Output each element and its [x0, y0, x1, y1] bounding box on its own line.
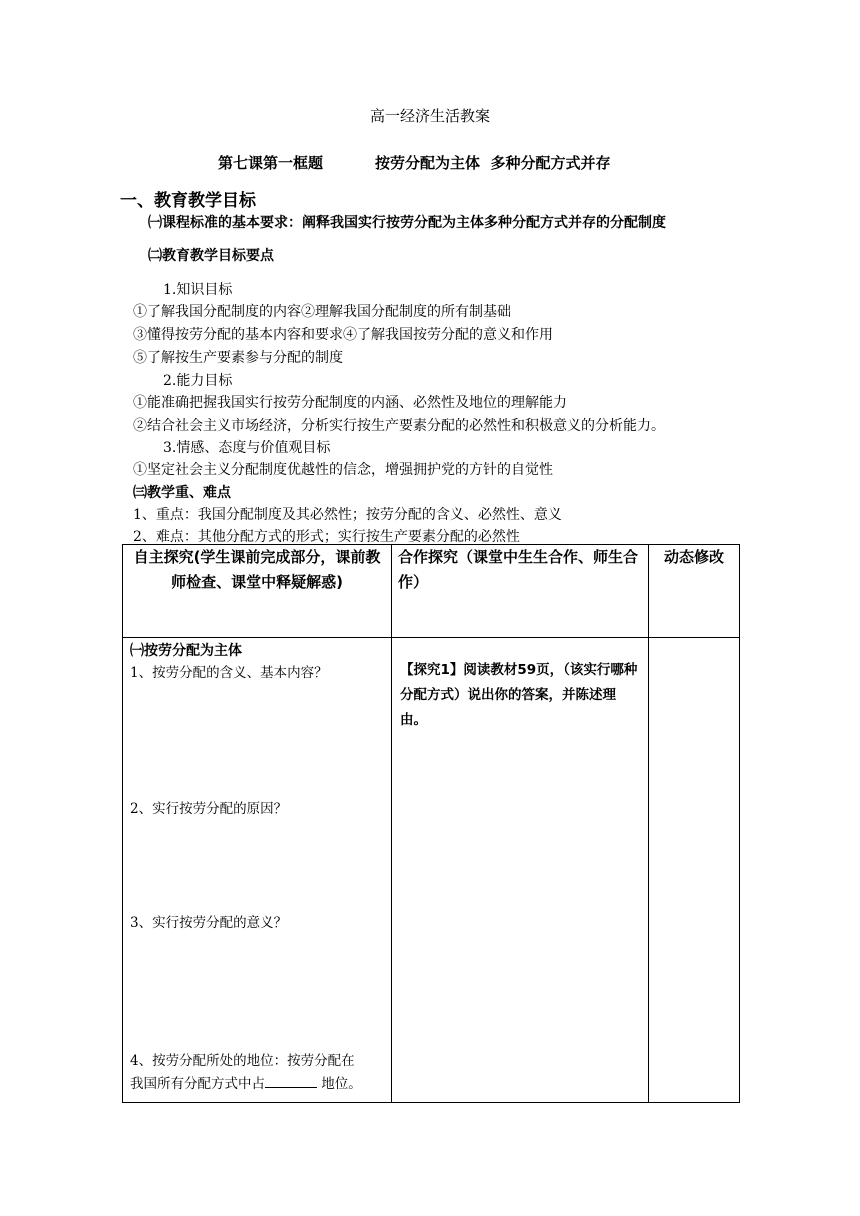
curriculum-requirement: [148, 212, 666, 232]
header-cooperative-inquiry: 合作探究（课堂中生生合作、师生合作）: [398, 548, 639, 591]
knowledge-item-2: ③懂得按劳分配的基本内容和要求④了解我国按劳分配的意义和作用: [133, 327, 553, 343]
section-labor-distribution: ㈠按劳分配为主体: [130, 643, 242, 659]
emotion-item-1: ①坚定社会主义分配制度优越性的信念，增强拥护党的方针的自觉性: [133, 462, 553, 478]
header-cell-cooperative-inquiry: [392, 545, 649, 638]
objective-points-heading: ㈡教育教学目标要点: [148, 248, 274, 264]
curriculum-requirement-label: ㈠课程标准的基本要求：: [148, 215, 302, 231]
ability-item-1: ①能准确把握我国实行按劳分配制度的内涵、必然性及地位的理解能力: [133, 395, 567, 411]
table-header-row: [123, 545, 740, 638]
cooperative-inquiry-cell: [392, 638, 649, 1103]
emotion-heading: 3.情感、态度与价值观目标: [163, 440, 331, 456]
ability-heading: 2.能力目标: [163, 373, 233, 389]
document-title: 高一经济生活教案: [369, 107, 490, 125]
explore-1: 【探究1】阅读教材59页，（该实行哪种分配方式）说出你的答案，并陈述理由。: [400, 662, 638, 728]
header-self-inquiry: 自主探究(学生课前完成部分，课前教师检查、课堂中释疑解惑): [133, 548, 381, 591]
inquiry-table: [122, 544, 740, 1103]
header-dynamic-revision: 动态修改: [663, 548, 724, 566]
question-2: 2、实行按劳分配的原因？: [130, 801, 288, 817]
question-4-text: 我国所有分配方式中占: [130, 1076, 265, 1092]
lesson-number: 第七课第一框题: [218, 154, 324, 172]
ability-item-2: ②结合社会主义市场经济，分析实行按生产要素分配的必然性和积极意义的分析能力。: [133, 418, 665, 434]
knowledge-item-3: ⑤了解按生产要素参与分配的制度: [133, 350, 343, 366]
question-4-suffix: 地位。: [317, 1076, 362, 1092]
fill-in-blank[interactable]: [265, 1075, 317, 1088]
self-inquiry-cell: [123, 638, 392, 1103]
question-4-line-1: 4、按劳分配所处的地位：按劳分配在: [130, 1053, 355, 1069]
key-point-difficult: 2、难点：其他分配方式的形式；实行按生产要素分配的必然性: [133, 529, 520, 545]
question-1: 1、按劳分配的含义、基本内容？: [130, 665, 328, 681]
lesson-topic: 按劳分配为主体 多种分配方式并存: [375, 154, 611, 172]
question-3: 3、实行按劳分配的意义？: [130, 915, 288, 931]
header-cell-revision: [649, 545, 740, 638]
knowledge-heading: 1.知识目标: [163, 282, 233, 298]
key-points-heading: ㈢教学重、难点: [133, 485, 231, 501]
question-4-line-2: [130, 1073, 362, 1095]
section-heading-objectives: 一、教育教学目标: [120, 191, 256, 211]
revision-cell: [649, 638, 740, 1103]
curriculum-requirement-text: 阐释我国实行按劳分配为主体多种分配方式并存的分配制度: [302, 215, 666, 231]
key-point-important: 1、重点：我国分配制度及其必然性；按劳分配的含义、必然性、意义: [133, 507, 562, 523]
header-cell-self-inquiry: [123, 545, 392, 638]
knowledge-item-1: ①了解我国分配制度的内容②理解我国分配制度的所有制基础: [133, 304, 511, 320]
table-body-row: [123, 638, 740, 1103]
lesson-subtitle: [218, 152, 610, 173]
